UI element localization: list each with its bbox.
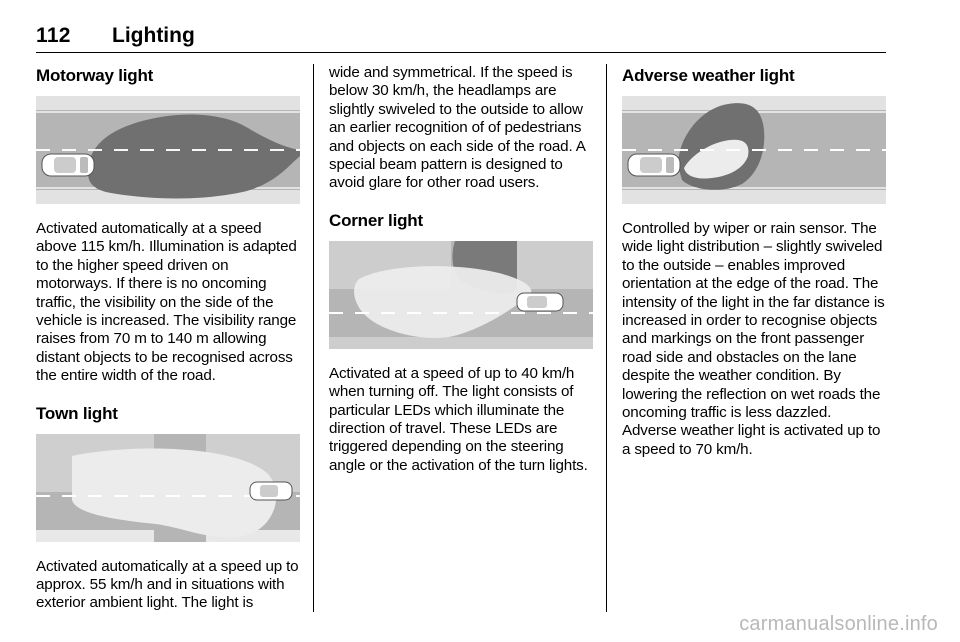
adverse-weather-light-text: Controlled by wiper or rain sensor. The wide light distribution – slightly swiveled to the outside – enables improved orientation at the edge of the road. The intensity of the light in the far distance is increased in order to recognise objects and markings on the front passenger road side and obstacles on the lane despite the weather condition. By lowering the reflection on wet roads the oncoming traffic is less dazzled. Adverse weather light is activated up to a speed to 70 km/h.	[622, 220, 885, 458]
page-number: 112	[36, 24, 71, 47]
column-1	[36, 64, 300, 613]
chapter-title: Lighting	[112, 24, 195, 47]
column-divider	[313, 64, 314, 612]
corner-light-heading: Corner light	[329, 210, 423, 230]
column-2	[329, 64, 593, 475]
motorway-light-text: Activated automatically at a speed above 115 km/h. Illumination is adapted to the higher speed driven on motorways. If there is no oncoming traffic, the visibility on the side of the vehicle is increased. The visibility range raises from 70 m to 140 m allowing distant objects to be recognised across the entire width of the road.	[36, 220, 297, 385]
column-divider	[606, 64, 607, 612]
town-light-text-part-2: wide and symmetrical. If the speed is below 30 km/h, the headlamps are slightly swiveled to the outside to allow an earlier recognition of of pedestrians and objects on each side of the road. A special beam pattern is designed to avoid glare for other road users.	[329, 64, 585, 192]
town-light-text-part-1: Activated automatically at a speed up to approx. 55 km/h and in situations with exterior ambient light. The light is	[36, 557, 299, 612]
motorway-light-heading: Motorway light	[36, 66, 154, 85]
car-icon	[42, 154, 94, 176]
adverse-weather-light-illustration	[622, 96, 886, 204]
adverse-weather-light-heading: Adverse weather light	[622, 66, 795, 85]
car-icon	[628, 154, 680, 176]
car-icon	[517, 293, 563, 311]
town-light-illustration	[36, 434, 300, 542]
column-3	[622, 64, 886, 459]
motorway-light-illustration	[36, 96, 300, 204]
page-header	[36, 24, 886, 53]
site-watermark: carmanualsonline.info	[739, 613, 938, 635]
corner-light-illustration	[329, 241, 593, 349]
town-light-heading: Town light	[36, 403, 118, 423]
corner-light-text: Activated at a speed of up to 40 km/h when turning off. The light consists of particular LEDs which illuminate the direction of travel. These LEDs are triggered depending on the steering angle or the activation of the turn lights.	[329, 364, 588, 474]
car-icon	[250, 482, 292, 500]
